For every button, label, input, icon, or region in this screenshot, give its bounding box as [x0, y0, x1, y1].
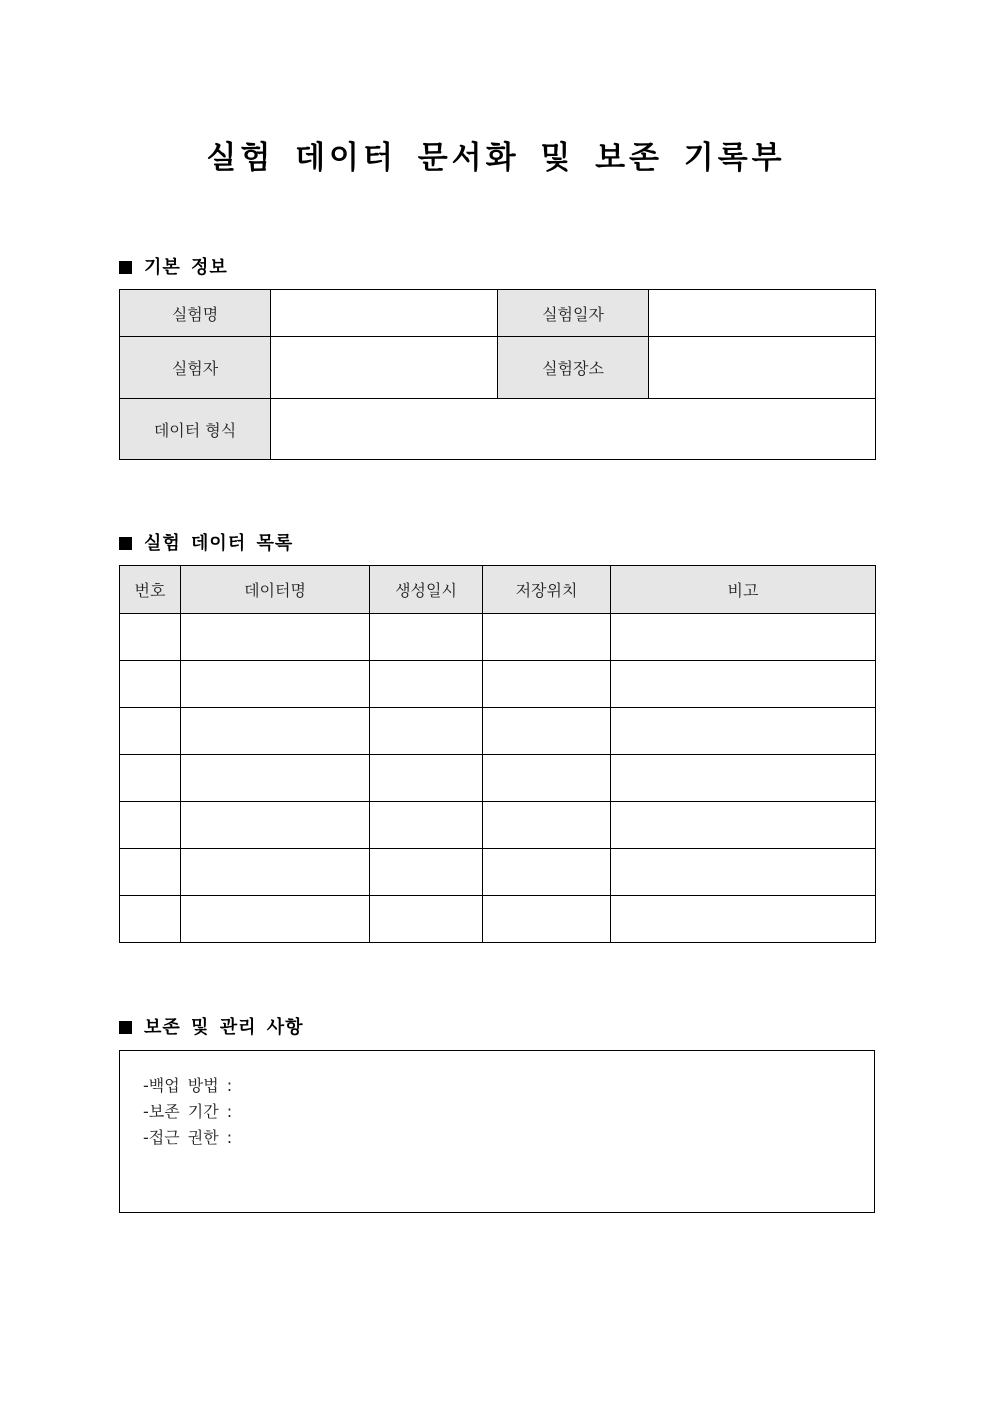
cell-created-at[interactable]	[370, 708, 483, 755]
cell-remarks[interactable]	[611, 708, 876, 755]
square-bullet-icon	[119, 261, 132, 274]
cell-created-at[interactable]	[370, 849, 483, 896]
experiment-name-field[interactable]	[271, 290, 498, 337]
table-row	[120, 896, 876, 943]
cell-remarks[interactable]	[611, 614, 876, 661]
cell-created-at[interactable]	[370, 661, 483, 708]
cell-number[interactable]	[120, 661, 181, 708]
cell-data-name[interactable]	[181, 896, 370, 943]
cell-number[interactable]	[120, 755, 181, 802]
column-header-data-name: 데이터명	[181, 566, 370, 614]
table-row	[120, 337, 876, 399]
cell-number[interactable]	[120, 614, 181, 661]
experiment-name-label: 실험명	[120, 290, 271, 337]
cell-number[interactable]	[120, 849, 181, 896]
cell-created-at[interactable]	[370, 755, 483, 802]
cell-storage-location[interactable]	[483, 802, 611, 849]
cell-storage-location[interactable]	[483, 661, 611, 708]
experiment-date-label: 실험일자	[498, 290, 649, 337]
table-row	[120, 290, 876, 337]
cell-storage-location[interactable]	[483, 849, 611, 896]
cell-data-name[interactable]	[181, 614, 370, 661]
column-header-number: 번호	[120, 566, 181, 614]
cell-remarks[interactable]	[611, 849, 876, 896]
cell-created-at[interactable]	[370, 896, 483, 943]
section-heading-label: 실험 데이터 목록	[144, 533, 294, 554]
basic-info-table	[119, 289, 876, 460]
cell-remarks[interactable]	[611, 661, 876, 708]
table-row	[120, 755, 876, 802]
experiment-location-label: 실험장소	[498, 337, 649, 399]
data-list-table	[119, 565, 876, 943]
cell-number[interactable]	[120, 708, 181, 755]
cell-number[interactable]	[120, 896, 181, 943]
cell-created-at[interactable]	[370, 614, 483, 661]
backup-method-line: -백업 방법 :	[143, 1076, 233, 1095]
cell-data-name[interactable]	[181, 708, 370, 755]
table-row	[120, 399, 876, 460]
cell-storage-location[interactable]	[483, 896, 611, 943]
table-row	[120, 661, 876, 708]
cell-number[interactable]	[120, 802, 181, 849]
experiment-date-field[interactable]	[649, 290, 876, 337]
square-bullet-icon	[119, 1021, 132, 1034]
table-row	[120, 614, 876, 661]
data-format-field[interactable]	[271, 399, 876, 460]
table-row	[120, 708, 876, 755]
preservation-notes-box[interactable]	[119, 1050, 875, 1213]
table-header-row	[120, 566, 876, 614]
page-title: 실험 데이터 문서화 및 보존 기록부	[206, 140, 786, 176]
cell-created-at[interactable]	[370, 802, 483, 849]
access-permission-line: -접근 권한 :	[143, 1128, 233, 1147]
section-heading-preservation	[119, 1013, 304, 1039]
experimenter-field[interactable]	[271, 337, 498, 399]
column-header-remarks: 비고	[611, 566, 876, 614]
cell-remarks[interactable]	[611, 802, 876, 849]
cell-data-name[interactable]	[181, 802, 370, 849]
cell-remarks[interactable]	[611, 896, 876, 943]
column-header-storage-location: 저장위치	[483, 566, 611, 614]
cell-data-name[interactable]	[181, 661, 370, 708]
experiment-location-field[interactable]	[649, 337, 876, 399]
section-heading-basic-info	[119, 253, 228, 279]
section-heading-data-list	[119, 529, 293, 555]
table-row	[120, 849, 876, 896]
cell-data-name[interactable]	[181, 849, 370, 896]
square-bullet-icon	[119, 537, 132, 550]
experimenter-label: 실험자	[120, 337, 271, 399]
cell-storage-location[interactable]	[483, 614, 611, 661]
cell-data-name[interactable]	[181, 755, 370, 802]
cell-remarks[interactable]	[611, 755, 876, 802]
cell-storage-location[interactable]	[483, 708, 611, 755]
retention-period-line: -보존 기간 :	[143, 1102, 233, 1121]
section-heading-label: 보존 및 관리 사항	[144, 1017, 304, 1038]
cell-storage-location[interactable]	[483, 755, 611, 802]
column-header-created-at: 생성일시	[370, 566, 483, 614]
table-row	[120, 802, 876, 849]
section-heading-label: 기본 정보	[144, 257, 228, 278]
data-format-label: 데이터 형식	[120, 399, 271, 460]
